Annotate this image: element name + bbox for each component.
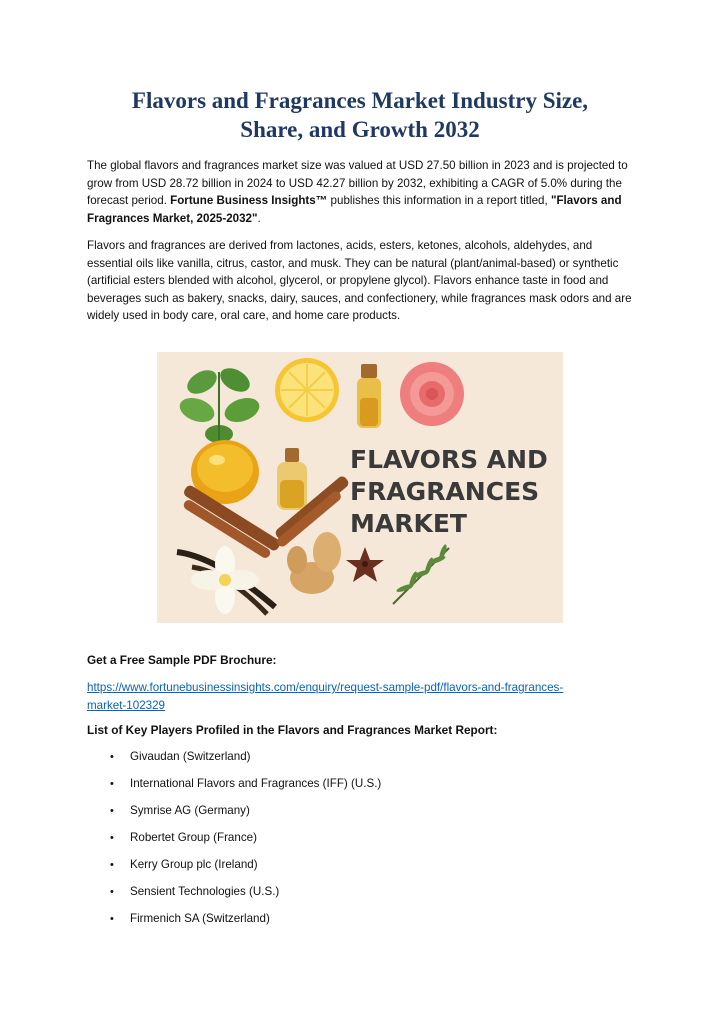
bullet-icon: • <box>110 805 114 817</box>
intro-text: The global flavors and fragrances market size was valued at USD 27.50 billion in 2023 and is projected to grow from USD 28.72 billion in 2024 to USD 42.27 billion by 2032, exhibiting a CAGR of 5.0% during the forecast period. <box>87 159 628 207</box>
page-title-line-1: Flavors and Fragrances Market Industry Size, <box>131 88 589 113</box>
image-headline-line-3: MARKET <box>350 509 467 538</box>
rose-icon <box>400 362 464 426</box>
market-hero-image <box>157 352 563 623</box>
publisher-name: Fortune Business Insights™ <box>170 194 328 207</box>
bullet-icon: • <box>110 913 114 925</box>
intro-paragraph <box>87 157 637 227</box>
intro-text-continued: publishes this information in a report titled, <box>327 194 551 207</box>
brochure-heading: Get a Free Sample PDF Brochure: <box>87 653 277 667</box>
key-players-heading: List of Key Players Profiled in the Flavors and Fragrances Market Report: <box>87 723 498 737</box>
player-name: Firmenich SA (Switzerland) <box>130 912 270 925</box>
bullet-icon: • <box>110 751 114 763</box>
player-name: Kerry Group plc (Ireland) <box>130 858 258 871</box>
page-title <box>60 86 660 144</box>
player-name: Sensient Technologies (U.S.) <box>130 885 280 898</box>
player-name: Symrise AG (Germany) <box>130 804 250 817</box>
report-title: "Flavors and Fragrances Market, 2025-2032" <box>87 194 622 225</box>
player-name: International Flavors and Fragrances (IFF) (U.S.) <box>130 777 382 790</box>
player-name: Robertet Group (France) <box>130 831 257 844</box>
sample-pdf-link-line-1[interactable]: https://www.fortunebusinessinsights.com/enquiry/request-sample-pdf/flavors-and-fragrances- <box>87 681 564 694</box>
definition-paragraph: Flavors and fragrances are derived from lactones, acids, esters, ketones, alcohols, aldehydes, and essential oils like vanilla, citrus, castor, and musk. They can be natural (plant/animal-based) or synthetic (artificial esters blended with alcohol, glycerol, or propylene glycol). Flavors enhance taste in food and beverages such as bakery, snacks, dairy, sauces, and confectionery, while fragrances mask odors and are widely used in body care, oral care, and home care products. <box>87 239 632 322</box>
hero-illustration <box>157 352 563 623</box>
sample-pdf-link-line-2[interactable]: market-102329 <box>87 698 165 712</box>
player-name: Givaudan (Switzerland) <box>130 750 251 763</box>
page-title-line-2: Share, and Growth 2032 <box>240 117 480 142</box>
bullet-icon: • <box>110 859 114 871</box>
lemon-slice-icon <box>275 358 339 422</box>
bullet-icon: • <box>110 778 114 790</box>
image-headline-line-2: FRAGRANCES <box>350 477 540 506</box>
bullet-icon: • <box>110 832 114 844</box>
sample-pdf-link[interactable] <box>87 679 617 714</box>
intro-text-end: . <box>257 211 261 225</box>
image-headline-line-1: FLAVORS AND <box>350 445 548 474</box>
bullet-icon: • <box>110 886 114 898</box>
